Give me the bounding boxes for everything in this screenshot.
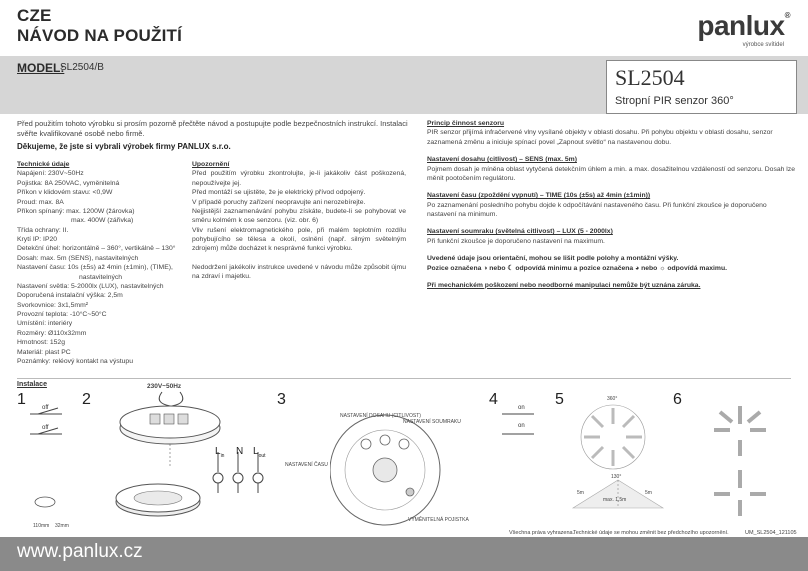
footer-url[interactable]: www.panlux.cz xyxy=(17,541,143,562)
warning-p6: Nedodržení jakékoliv instrukce uvedené v návodu může způsobit újmu na zdraví i majetku. xyxy=(192,263,406,281)
spec-line: Poznámky: reléový kontakt na výstupu xyxy=(17,357,133,365)
spec-line: Příkon spínaný: max. 1200W (žárovka) xyxy=(17,207,135,215)
spec-line: Napájení: 230V~50Hz xyxy=(17,170,84,178)
step-6-number: 6 xyxy=(673,391,682,408)
time-text: Po zaznamenání posledního pohybu dojde k odpočítávání nastaveného času. Při funkční zkoušce je doporučeno nastavení na minimum. xyxy=(427,201,767,218)
spec-line: Krytí IP: IP20 xyxy=(17,236,58,243)
logo-tagline: výrobce svítidel xyxy=(742,42,784,48)
warning-p2: Před montáží se ujistěte, že je elektrický přívod odpojený. xyxy=(192,189,366,197)
terminal-l-in: $L_{in}$ xyxy=(215,446,225,459)
logo-reg: ® xyxy=(784,11,790,20)
spec-line: Svorkovnice: 3x1,5mm² xyxy=(17,301,89,309)
range-max: max. 1,5m xyxy=(603,497,627,503)
terminal-n: N xyxy=(236,446,244,457)
specs-section xyxy=(17,160,187,366)
dim-32: 32mm xyxy=(55,523,69,529)
warning-p5: Vliv rušení elektromagnetického pole, při malém teplotním rozdílu pohybujícího se tělesa a okolí, oslnění (např. silným světelným zdrojem) může docházet k nesprávné funkci výrobku. xyxy=(192,226,406,253)
step-5-number: 5 xyxy=(555,391,564,408)
motion-direction-diagram xyxy=(700,400,780,520)
sens-heading: Nastavení dosahu (citlivost) – SENS (max. 5m) xyxy=(427,156,577,164)
step-1-number: 1 xyxy=(17,391,26,408)
warning-heading: Upozornění xyxy=(192,161,230,168)
logo-brand: panlux xyxy=(697,10,785,41)
wiring-illustration xyxy=(100,390,270,530)
warning-p3: V případě poruchy zařízení neopravujte ani nerozebírejte. xyxy=(192,198,366,206)
principle-heading: Princip činnost senzoru xyxy=(427,120,505,127)
warning-p4: Nejjistější zaznamenávání pohybu získáte, budete-li se pohybovat ve směru kolmém k ose senzoru. (viz. obr. 6) xyxy=(192,207,406,225)
voltage-label: 230V~50Hz xyxy=(147,383,182,390)
warning-p1: Před použitím výrobku zkontrolujte, je-li jakákoliv část poškozená, nepoužívejte jej. xyxy=(192,170,406,187)
warning-section xyxy=(192,160,406,282)
time-heading: Nastavení času (zpoždění vypnutí) – TIME (10s (±5s) až 4min (±1min)) xyxy=(427,192,651,200)
model-label: MODEL: xyxy=(17,61,65,75)
sensor-controls-diagram xyxy=(330,410,470,528)
spec-line: Příkon v klidovém stavu: <0,9W xyxy=(17,189,113,197)
notes-line1: Uvedené údaje jsou orientační, mohou se lišit podle polohy a montážní výšky. xyxy=(427,255,679,263)
lux-heading: Nastavení soumraku (světelná citlivost) – LUX (5 - 2000lx) xyxy=(427,228,613,236)
on-label: on xyxy=(518,405,525,411)
spec-line: Dosah: max. 5m (SENS), nastavitelných xyxy=(17,254,139,262)
model-box xyxy=(606,60,797,114)
range-5m-left: 5m xyxy=(577,490,584,496)
spec-line: Doporučená instalační výška: 2,5m xyxy=(17,292,123,300)
off-label: off xyxy=(42,425,49,431)
label-fuse: VYMĚNITELNÁ POJISTKA xyxy=(408,517,469,523)
footer-rights: Všechna práva vyhrazena. xyxy=(509,530,575,536)
specs-heading: Technické údaje xyxy=(17,161,70,168)
spec-line: Umístění: interiéry xyxy=(17,320,73,328)
spec-line: Proud: max. 8A xyxy=(17,198,64,206)
document-title xyxy=(17,6,182,45)
off-label: off xyxy=(42,405,49,411)
sens-text: Pojmem dosah je míněna oblast vytyčená detekčním úhlem a min. a max. dosažitelnou vzdáleností od senzoru. Dosah lze měnit pootočením regulátoru. xyxy=(427,165,795,182)
spec-line: Třída ochrany: II. xyxy=(17,226,69,234)
principle-text: PIR senzor přijímá infračervené vlny vysílané objekty v oblasti dosahu. Při pohybu objektu v oblasti dosahu, senzor zaznamená změnu a iniciuje spínací povel „Zapnout světlo“ na nastavenou dobu. xyxy=(427,129,773,146)
spec-line: Materiál: plast PC xyxy=(17,348,71,356)
thanks-text: Děkujeme, že jste si vybrali výrobek firmy PANLUX s.r.o. xyxy=(17,142,231,151)
spec-line: Pojistka: 8A 250VAC, vyměnitelná xyxy=(17,179,120,187)
label-sens-setting: NASTAVENÍ DOSAHU (CITLIVOST) xyxy=(340,413,421,419)
settings-section xyxy=(427,119,797,290)
dimension-icon xyxy=(33,488,69,524)
language-code: CZE xyxy=(17,6,52,25)
terminal-l-out: $L_{out}$ xyxy=(253,446,266,459)
spec-line: Detekční úhel: horizontálně – 360°, vertikálně – 130° xyxy=(17,245,176,253)
model-value: SL2504/B xyxy=(60,62,104,73)
spec-line: Rozměry: Ø110x32mm xyxy=(17,329,87,337)
section-divider xyxy=(17,378,791,379)
installation-title: Instalace xyxy=(17,381,47,388)
step-4-number: 4 xyxy=(489,391,498,408)
label-time-setting: NASTAVENÍ ČASU xyxy=(285,462,328,468)
model-code: SL2504 xyxy=(615,65,685,90)
angle-130: 130° xyxy=(611,474,622,480)
footer-bar xyxy=(0,537,808,571)
intro-text: Před použitím tohoto výrobku si prosím pozorně přečtěte návod a postupujte podle bezpečnostních instrukcí. Instalaci svěřte kvalifikované osobě nebo firmě. xyxy=(17,119,408,139)
detection-top-view xyxy=(578,402,648,472)
on-label: on xyxy=(518,423,525,429)
spec-line: max. 400W (zářivka) xyxy=(71,217,134,225)
spec-line: nastavitelných xyxy=(79,273,123,281)
footer-tech-note: Technické údaje se mohou změnit bez předchozího upozornění. xyxy=(573,530,729,536)
spec-line: Provozní teplota: -10°C~50°C xyxy=(17,311,107,318)
range-5m-right: 5m xyxy=(645,490,652,496)
label-dusk-setting: NASTAVENÍ SOUMRAKU xyxy=(403,419,461,425)
notes-line2: Pozice označena ◑ nebo ☾ odpovídá minimu a pozice označena ◕ nebo ☼ odpovídá maximu. xyxy=(427,264,728,272)
angle-360: 360° xyxy=(607,396,618,402)
spec-line: Nastavení světla: 5-2000lx (LUX), nastavitelných xyxy=(17,282,164,290)
warranty-note: Při mechanickém poškození nebo neodborné manipulaci nemůže být uznána záruka. xyxy=(427,281,701,289)
dim-110: 110mm xyxy=(33,523,50,529)
footer-doc-code: UM_SL2504_121105 xyxy=(745,530,797,536)
step-2-number: 2 xyxy=(82,391,91,408)
spec-line: Hmotnost: 152g xyxy=(17,339,65,347)
spec-line: Nastavení času: 10s (±5s) až 4min (±1min), (TIME), xyxy=(17,264,173,272)
step-3-number: 3 xyxy=(277,391,286,408)
model-description: Stropní PIR senzor 360° xyxy=(615,95,734,107)
brand-logo xyxy=(697,12,790,48)
lux-text: Při funkční zkoušce je doporučeno nastavení na maximum. xyxy=(427,237,605,245)
manual-title: NÁVOD NA POUŽITÍ xyxy=(17,25,183,45)
